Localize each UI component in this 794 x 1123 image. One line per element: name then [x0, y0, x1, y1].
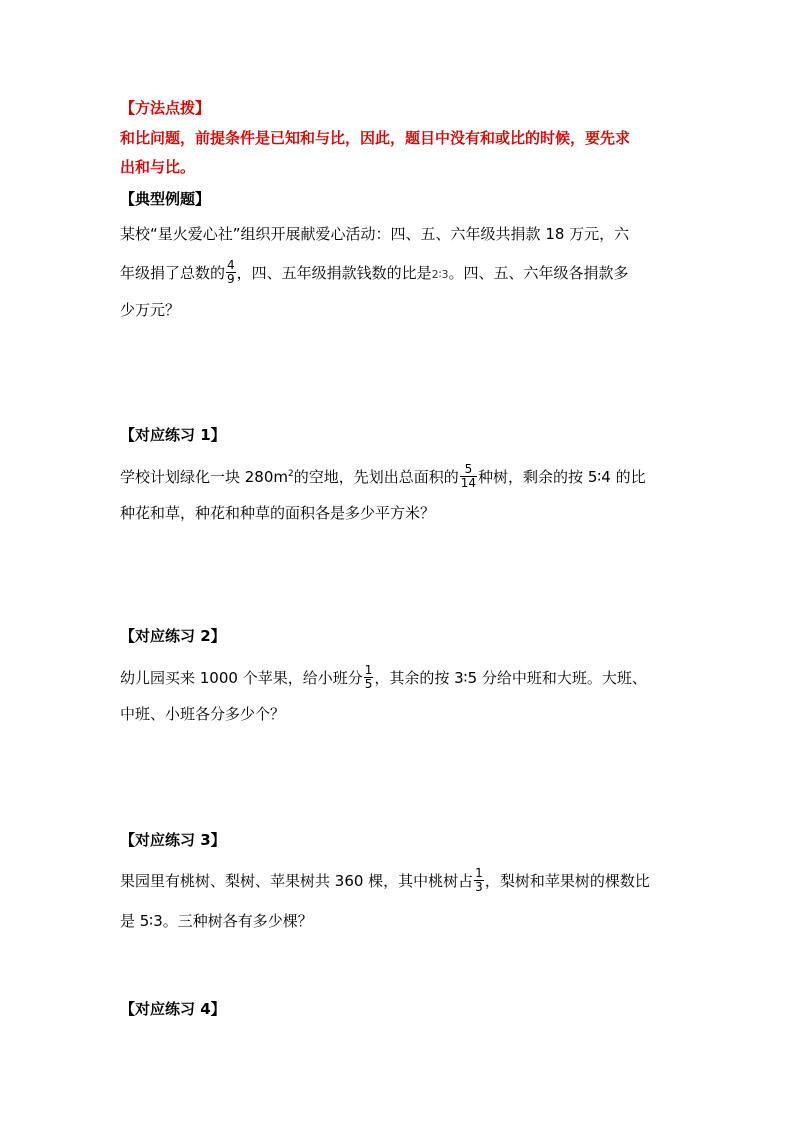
method-text-line-1: 和比问题，前提条件是已知和与比，因此，题目中没有和或比的时候，要先求 [120, 129, 631, 147]
exercise-4-heading: 【对应练习 4】 [120, 1000, 226, 1018]
exercise-3-fraction [474, 867, 484, 894]
exercise-3-line-1-pre: 果园里有桃树、梨树、苹果树共 360 棵，其中桃树占 [120, 872, 474, 890]
exercise-3-line-2: 是 5∶3。三种树各有多少棵？ [120, 912, 313, 930]
exercise-1-heading: 【对应练习 1】 [120, 426, 226, 444]
method-heading: 【方法点拨】 [120, 99, 211, 117]
example-text-line-2 [120, 260, 629, 287]
exercise-1-line-2: 种花和草，种花和种草的面积各是多少平方米？ [120, 504, 436, 522]
exercise-3-line-1 [120, 868, 650, 895]
example-fraction [226, 259, 236, 286]
exercise-1-line-1-pre: 学校计划绿化一块 280m [120, 468, 289, 486]
exercise-2-line-2: 中班、小班各分多少个？ [120, 705, 286, 723]
example-line-2-pre: 年级捐了总数的 [120, 264, 226, 282]
exercise-3-line-1-post: ，梨树和苹果树的棵数比 [484, 872, 650, 890]
exercise-1-line-1-post: 种树，剩余的按 5∶4 的比 [478, 468, 646, 486]
example-text-line-1: 某校“星火爱心社”组织开展献爱心活动：四、五、六年级共捐款 18 万元，六 [120, 225, 630, 243]
exercise-3-heading: 【对应练习 3】 [120, 831, 226, 849]
exercise-3-fraction-denominator: 3 [475, 880, 483, 894]
exercise-2-fraction-denominator: 5 [364, 677, 373, 691]
exercise-2-heading: 【对应练习 2】 [120, 627, 226, 645]
example-heading: 【典型例题】 [120, 190, 211, 208]
method-text-line-2: 出和与比。 [120, 158, 196, 176]
exercise-2-line-1-pre: 幼儿园买来 1000 个苹果，给小班分 [120, 669, 363, 687]
example-fraction-numerator: 4 [227, 258, 235, 272]
example-line-2-mid: ，四、五年级捐款钱数的比是 [236, 264, 432, 282]
exercise-1-fraction [460, 463, 477, 490]
example-line-2-post: 。四、五、六年级各捐款多 [448, 264, 629, 282]
exercise-2-line-1-post: ，其余的按 3∶5 分给中班和大班。大班、 [374, 669, 647, 687]
exercise-2-fraction-numerator: 1 [364, 663, 373, 677]
example-fraction-denominator: 9 [227, 272, 235, 286]
exercise-2-fraction [364, 664, 374, 691]
exercise-1-fraction-numerator: 5 [464, 462, 473, 476]
exercise-1-superscript: 2 [288, 469, 294, 479]
exercise-1-line-1-mid: 的空地，先划出总面积的 [293, 468, 459, 486]
example-text-line-3: 少万元？ [120, 301, 181, 319]
example-ratio: 2∶3 [431, 268, 449, 281]
exercise-3-fraction-numerator: 1 [475, 866, 483, 880]
exercise-2-line-1 [120, 665, 647, 692]
exercise-1-fraction-denominator: 14 [460, 476, 477, 490]
exercise-1-line-1 [120, 464, 646, 491]
